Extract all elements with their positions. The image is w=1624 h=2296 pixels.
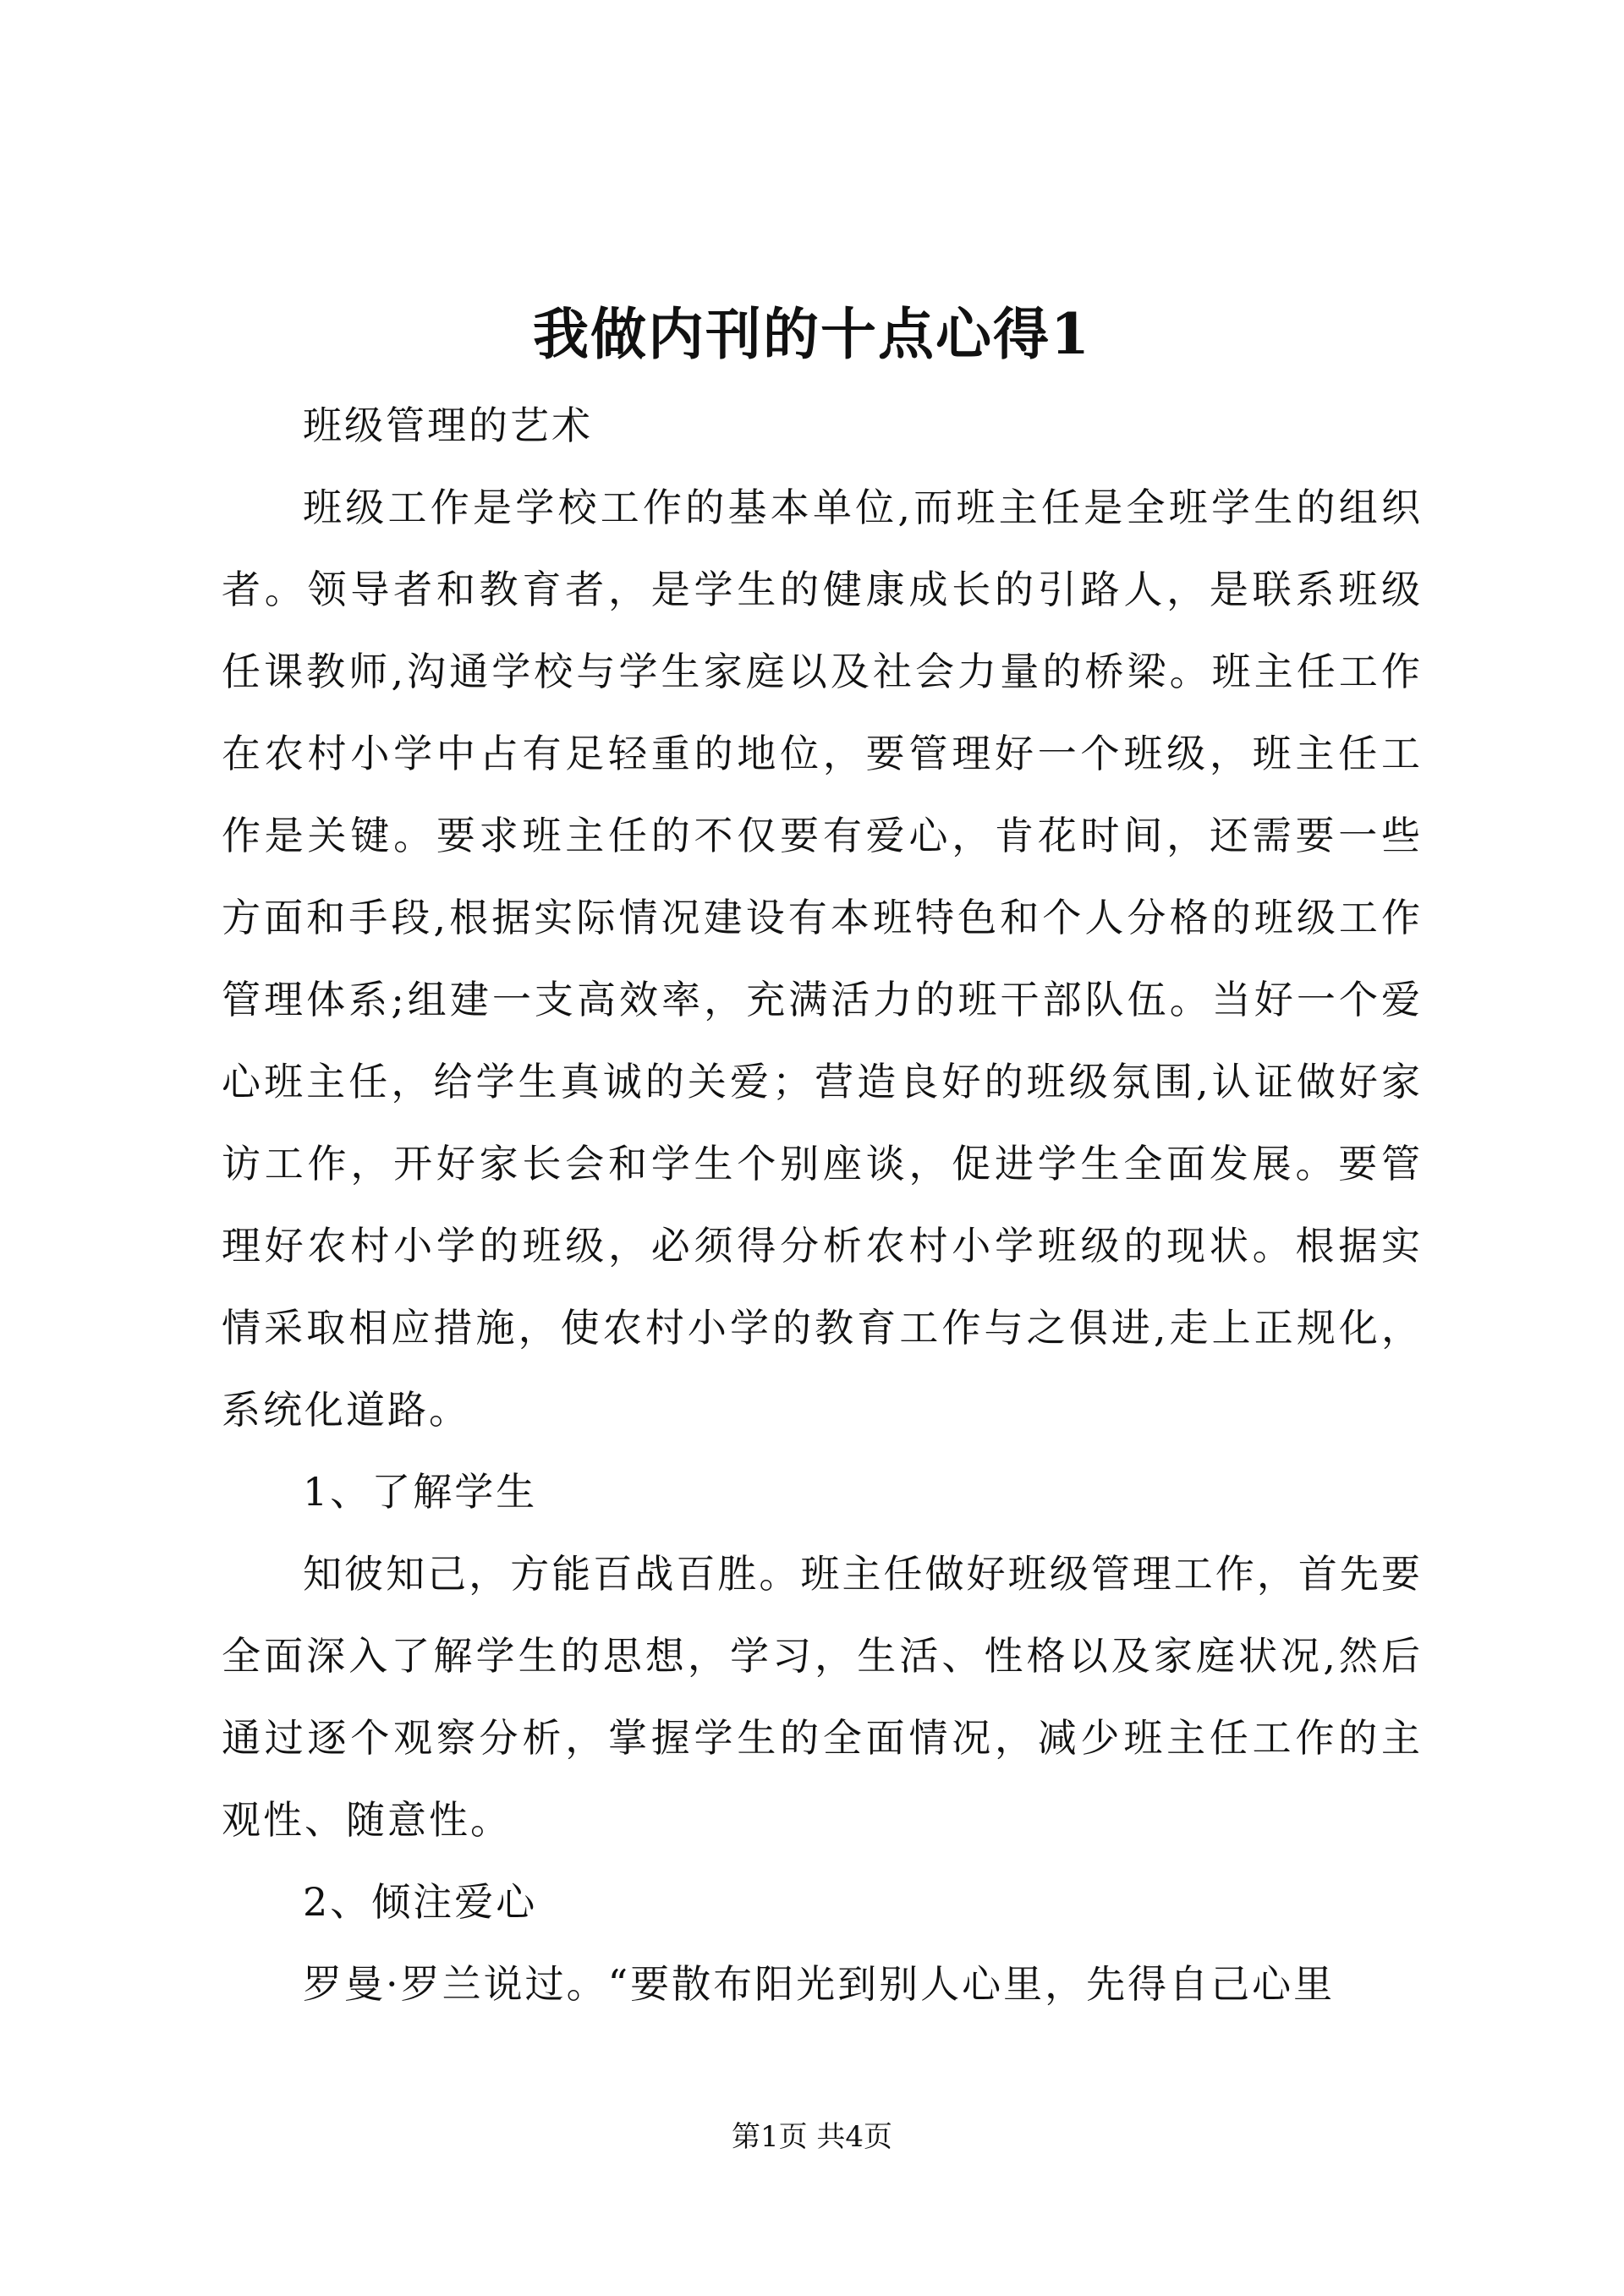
page-footer — [0, 2116, 1624, 2158]
document-body — [222, 385, 1423, 2025]
page-number: 第1页 共4页 — [731, 2120, 893, 2154]
document-title: 我做内刊的十点心得1 — [533, 301, 1091, 367]
body-paragraph: 班级工作是学校工作的基本单位,而班主任是全班学生的组织者。领导者和教育者，是学生的健康成长的引路人，是联系班级任课教师,沟通学校与学生家庭以及社会力量的桥梁。班主任工作在农村小学中占有足轻重的地位，要管理好一个班级，班主任工作是关键。要求班主任的不仅要有爱心，肯花时间，还需要一些方面和手段,根据实际情况建设有本班特色和个人分格的班级工作管理体系;组建一支高效率，充满活力的班干部队伍。当好一个爱心班主任，给学生真诚的关爱；营造良好的班级氛围,认证做好家访工作，开好家长会和学生个别座谈，促进学生全面发展。要管理好农村小学的班级，必须得分析农村小学班级的现状。根据实情采取相应措施，使农村小学的教育工作与之俱进,走上正规化，系统化道路。 — [222, 485, 1423, 1433]
section-heading: 班级管理的艺术 — [303, 403, 593, 448]
section-heading: 2、倾注爱心 — [303, 1879, 538, 1925]
body-paragraph: 知彼知己，方能百战百胜。班主任做好班级管理工作，首先要全面深入了解学生的思想，学习，生活、性格以及家庭状况,然后通过逐个观察分析，掌握学生的全面情况，减少班主任工作的主观性、随意性。 — [222, 1551, 1423, 1843]
body-paragraph: 罗曼·罗兰说过。“要散布阳光到别人心里，先得自己心里 — [303, 1961, 1336, 2007]
section-heading: 1、了解学生 — [303, 1469, 538, 1515]
